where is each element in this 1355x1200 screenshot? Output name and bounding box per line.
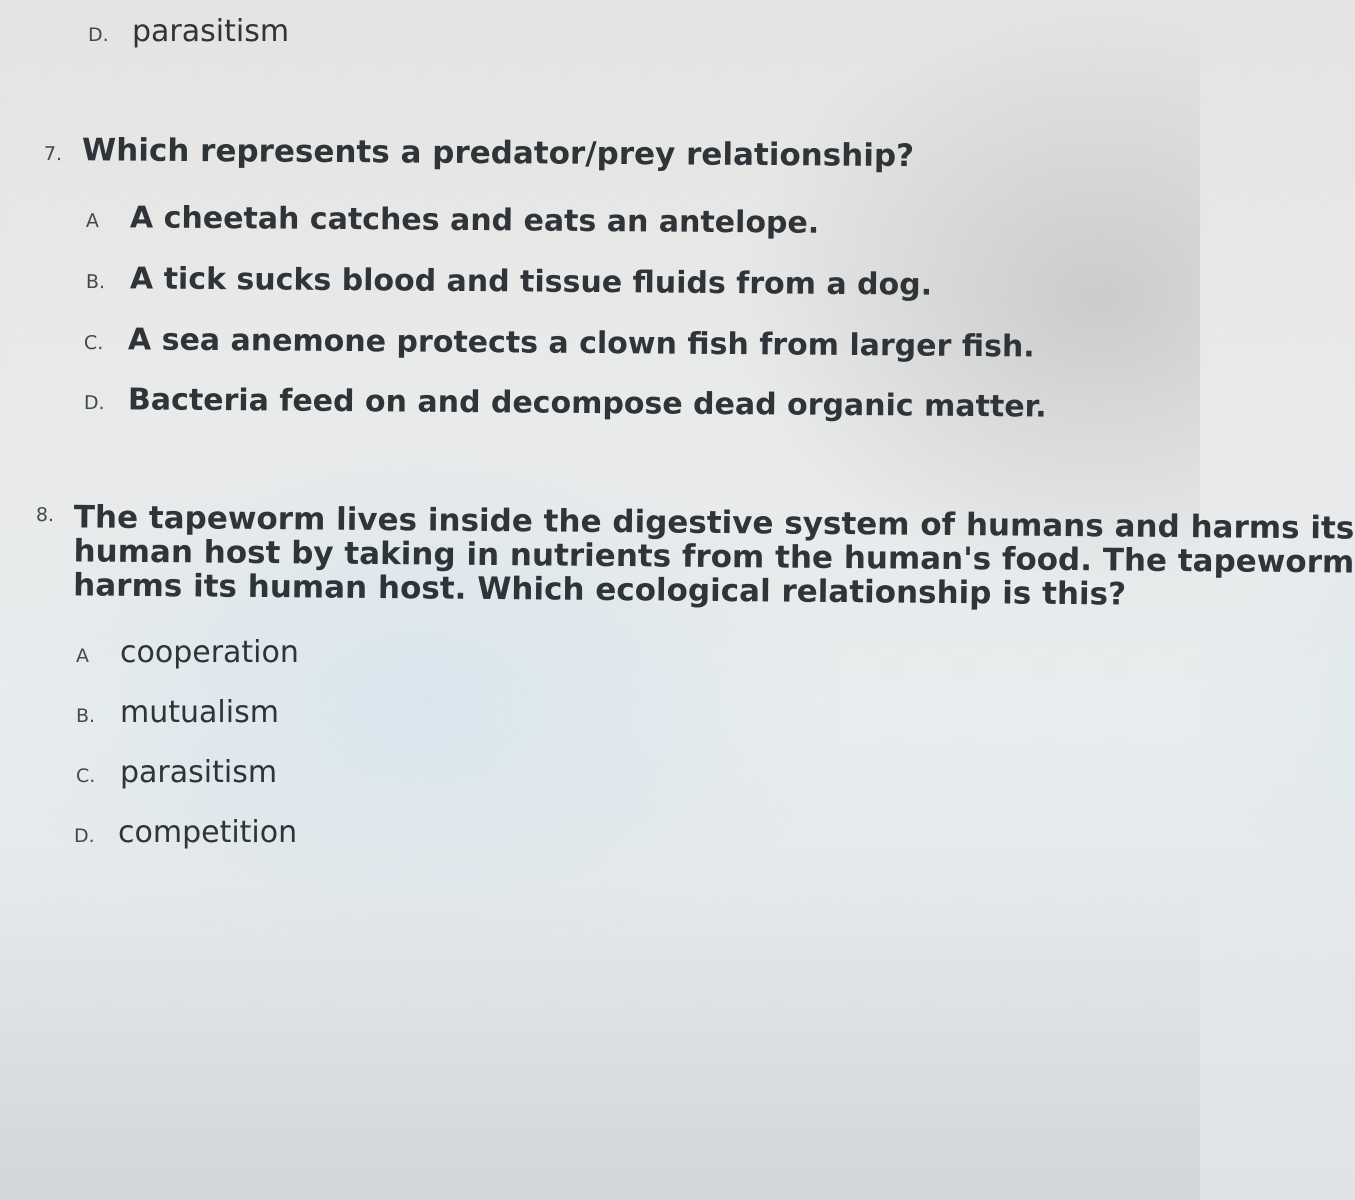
- q8-option-c[interactable]: [76, 755, 277, 790]
- option-letter: C.: [76, 765, 96, 787]
- option-text: competition: [118, 815, 298, 850]
- option-letter: D.: [74, 825, 95, 847]
- q8-option-d[interactable]: [74, 815, 297, 850]
- question-line: human host by taking in nutrients from the human's food. The tapeworm: [73, 533, 1355, 581]
- q7-option-c[interactable]: [84, 322, 1035, 364]
- question-text: Which represents a predator/prey relationship?: [81, 132, 915, 175]
- question-number: 8.: [35, 503, 55, 527]
- q7-option-a[interactable]: [86, 200, 820, 241]
- option-letter: B.: [76, 705, 96, 727]
- option-letter: C.: [83, 332, 104, 355]
- question-line: harms its human host. Which ecological relationship is this?: [73, 567, 1127, 613]
- option-text: A cheetah catches and eats an antelope.: [129, 200, 820, 241]
- q8-option-b[interactable]: [76, 695, 279, 730]
- option-text: parasitism: [120, 755, 278, 790]
- question-line: The tapeworm lives inside the digestive system of humans and harms its: [73, 499, 1355, 547]
- photo-shading: [0, 880, 1200, 1200]
- question-number: 7.: [43, 143, 63, 166]
- option-text: A tick sucks blood and tissue fluids from a dog.: [129, 261, 933, 303]
- prev-option-d[interactable]: [88, 14, 289, 49]
- option-text: Bacteria feed on and decompose dead organic matter.: [127, 382, 1047, 425]
- question-8: [35, 499, 1355, 613]
- option-text: cooperation: [120, 635, 299, 670]
- option-text: parasitism: [132, 14, 290, 49]
- q8-option-a[interactable]: [76, 635, 299, 670]
- option-letter: B.: [85, 271, 106, 294]
- question-text: [73, 500, 1355, 613]
- option-letter: A: [76, 645, 89, 667]
- option-text: mutualism: [120, 695, 279, 730]
- option-letter: A: [85, 210, 100, 233]
- q7-option-b[interactable]: [86, 261, 932, 303]
- option-letter: D.: [88, 24, 109, 46]
- question-7: [44, 132, 914, 174]
- option-letter: D.: [83, 392, 105, 415]
- option-text: A sea anemone protects a clown fish from larger fish.: [127, 322, 1035, 365]
- q7-option-d[interactable]: [84, 382, 1047, 425]
